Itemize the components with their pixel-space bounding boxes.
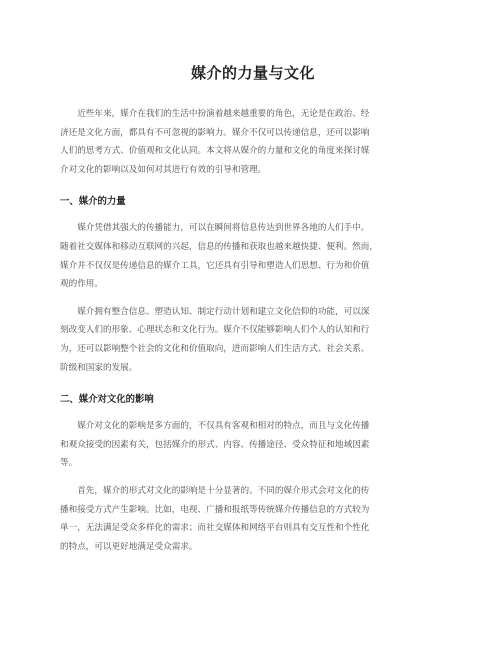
text-line: 和观众接受的因素有关，包括媒介的形式、内容、传播途径、受众特征和地域因素 (60, 439, 370, 450)
text-line: 近些年来，媒介在我们的生活中扮演着越来越重要的角色，无论是在政治、经 (77, 109, 370, 119)
text-line: 人们的思考方式、价值观和文化认同。本文将从媒介的力量和文化的角度来探讨媒 (60, 146, 370, 157)
text-line: 媒介对文化的影响是多方面的，不仅具有客观和相对的特点，而且与文化传播 (77, 421, 370, 432)
text-line: 刻改变人们的形象、心理状态和文化行为。媒介不仅能够影响人们个人的认知和行 (60, 325, 370, 336)
text-line: 单一，无法满足受众多样化的需求；而社交媒体和网络平台则具有交互性和个性化 (60, 523, 370, 534)
section1-paragraph-2 (60, 303, 446, 377)
section1-paragraph-1 (60, 219, 446, 293)
text-line: 媒介凭借其强大的传播能力，可以在瞬间将信息传达到世界各地的人们手中。 (77, 223, 370, 234)
text-line: 为，还可以影响整个社会的文化和价值取向，进而影响人们生活方式、社会关系、 (60, 343, 370, 354)
section-heading: 二、媒介对文化的影响 (60, 394, 154, 406)
text-line: 阶级和国家的发展。 (60, 362, 138, 373)
text-line: 媒介拥有整合信息、塑造认知、制定行动计划和建立文化信仰的功能，可以深 (77, 306, 370, 317)
document-title: 媒介的力量与文化 (190, 64, 315, 82)
text-line: 介对文化的影响以及如何对其进行有效的引导和管理。 (60, 164, 267, 175)
text-line: 播和接受方式产生影响。比如，电视、广播和报纸等传统媒介传播信息的方式较为 (60, 504, 370, 515)
section2-paragraph-1 (60, 417, 446, 473)
text-line: 随着社交媒体和移动互联网的兴起，信息的传播和获取也越来越快捷、便利。然而， (60, 241, 378, 252)
text-line: 观的作用。 (60, 279, 103, 290)
text-line: 的特点，可以更好地满足受众需求。 (60, 541, 198, 552)
text-line: 等。 (60, 458, 78, 469)
intro-paragraph (60, 105, 446, 179)
text-line: 媒介并不仅仅是传递信息的媒介工具，它还具有引导和塑造人们思想、行为和价值 (60, 260, 370, 271)
text-line: 济还是文化方面，都具有不可忽视的影响力。媒介不仅可以传递信息，还可以影响 (60, 127, 370, 138)
text-line: 首先，媒介的形式对文化的影响是十分显著的。不同的媒介形式会对文化的传 (77, 485, 370, 496)
section2-paragraph-2 (60, 482, 446, 556)
section-heading: 一、媒介的力量 (60, 196, 126, 208)
